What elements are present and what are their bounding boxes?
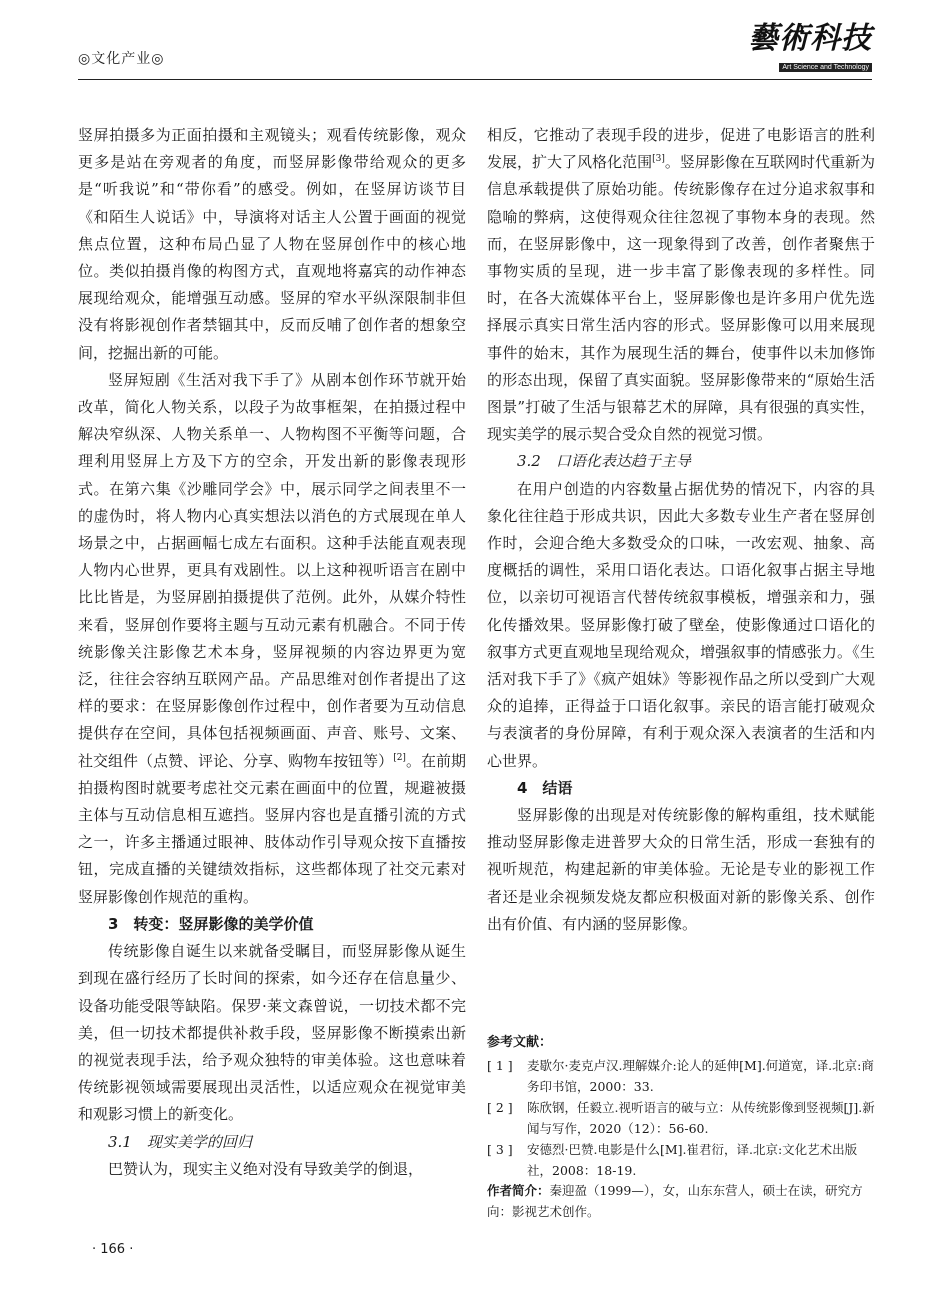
right-column (487, 122, 875, 938)
section-heading: 4 结语 (517, 778, 573, 797)
paragraph-text: 。在前期拍摄构图时就要考虑社交元素在画面中的位置，规避被摄主体与互动信息相互遮挡。竖屏内容也是直播引流的方式之一，许多主播通过眼神、肢体动作引导观众按下直播按钮，完成直播的关键绩效指标，这些都体现了社交元素对竖屏影像创作规范的重构。 (78, 751, 466, 906)
author-bio (487, 1180, 875, 1222)
references (487, 1032, 875, 1181)
paragraph: 竖屏影像的出现是对传统影像的解构重组，技术赋能推动竖屏影像走进普罗大众的日常生活，形成一套独有的视听规范，构建起新的审美体验。无论是专业的影视工作者还是业余视频发烧友都应积极面对新的影像关系、创作出有价值、有内涵的竖屏影像。 (487, 806, 875, 933)
reference-text: 麦歇尔·麦克卢汉.理解媒介:论人的延伸[M].何道宽，译.北京:商务印书馆，2000：33. (527, 1058, 874, 1094)
author-bio-label: 作者简介： (487, 1183, 550, 1198)
reference-item (487, 1097, 875, 1139)
paragraph: 在用户创造的内容数量占据优势的情况下，内容的具象化往往趋于形成共识，因此大多数专业生产者在竖屏创作时，会迎合绝大多数受众的口味，一改宏观、抽象、高度概括的调性，采用口语化表达。口语化叙事占据主导地位，以亲切可视语言代替传统叙事模板，增强亲和力，强化传播效果。竖屏影像打破了壁垒，使影像通过口语化的叙事方式更直观地呈现给观众，增强叙事的情感张力。《生活对我下手了》《疯产姐妹》等影视作品之所以受到广大观众的追捧，正得益于口语化叙事。亲民的语言能打破观众与表演者的身份屏障，有利于观众深入表演者的生活和内心世界。 (487, 479, 875, 770)
reference-text: 安德烈·巴赞.电影是什么[M].崔君衍，译.北京:文化艺术出版社，2008：18-19. (527, 1142, 858, 1178)
reference-text: 陈欣钢，任毅立.视听语言的破与立：从传统影像到竖视频[J].新闻与写作，2020（12）：56-60. (527, 1100, 875, 1136)
citation-ref: [3] (652, 154, 665, 165)
reference-number: [ 2 ] (487, 1100, 513, 1115)
author-bio-text: 秦迎盈（1999—），女，山东东营人，硕士在读，研究方向：影视艺术创作。 (487, 1183, 863, 1219)
reference-number: [ 3 ] (487, 1142, 513, 1157)
paragraph-text: 。竖屏影像在互联网时代重新为信息承载提供了原始功能。传统影像存在过分追求叙事和隐喻的弊病，这使得观众往往忽视了事物本身的表现。然而，在竖屏影像中，这一现象得到了改善，创作者聚焦于事物实质的呈现，进一步丰富了影像表现的多样性。同时，在各大流媒体平台上，竖屏影像也是许多用户优先选择展示真实日常生活内容的形式。竖屏影像可以用来展现事件的始末，其作为展现生活的舞台，使事件以未加修饰的形态出现，保留了真实面貌。竖屏影像带来的“原始生活图景”打破了生活与银幕艺术的屏障，具有很强的真实性，现实美学的展示契合受众自然的视觉习惯。 (487, 153, 875, 444)
reference-number: [ 1 ] (487, 1058, 513, 1073)
section-label: ◎文化产业◎ (78, 51, 165, 67)
paragraph (78, 367, 466, 911)
journal-logo-chinese: 藝術科技 (748, 21, 872, 56)
header-divider (78, 79, 872, 80)
subsection-heading: 3.1 现实美学的回归 (108, 1132, 252, 1151)
citation-ref: [2] (393, 752, 406, 763)
paragraph-text: 相反，它推动了表现手段的进步，促进了电影语言的胜利发展，扩大了风格化范围 (487, 126, 875, 172)
page-number: · 166 · (92, 1242, 134, 1257)
paragraph-text: 竖屏短剧《生活对我下手了》从剧本创作环节就开始改革，简化人物关系，以段子为故事框架，在拍摄过程中解决窄纵深、人物关系单一、人物构图不平衡等问题，合理利用竖屏上方及下方的空余，开发出新的影像表现形式。在第六集《沙雕同学会》中，展示同学之间表里不一的虚伪时，将人物内心真实想法以消色的方式展现在单人场景之中，占据画幅七成左右面积。这种手法能直观表现人物内心世界，更具有戏剧性。以上这种视听语言在剧中比比皆是，为竖屏剧拍摄提供了范例。此外，从媒介特性来看，竖屏创作要将主题与互动元素有机融合。不同于传统影像关注影像艺术本身，竖屏视频的内容边界更为宽泛，往往会容纳互联网产品。产品思维对创作者提出了这样的要求：在竖屏影像创作过程中，创作者要为互动信息提供存在空间，具体包括视频画面、声音、账号、文案、社交组件（点赞、评论、分享、购物车按钮等） (78, 370, 466, 770)
references-title: 参考文献： (487, 1035, 553, 1050)
paragraph: 传统影像自诞生以来就备受瞩目，而竖屏影像从诞生到现在盛行经历了长时间的探索，如今还存在信息量少、设备功能受限等缺陷。保罗·莱文森曾说，一切技术都不完美，但一切技术都提供补救手段，竖屏影像不断摸索出新的视觉表现手法，给予观众独特的审美体验。这也意味着传统影视领域需要展现出灵活性，以适应观众在视觉审美和观影习惯上的新变化。 (78, 942, 466, 1124)
left-column (78, 122, 466, 1183)
paragraph (487, 122, 875, 448)
reference-item (487, 1139, 875, 1181)
section-heading: 3 转变：竖屏影像的美学价值 (108, 914, 314, 933)
journal-logo (748, 22, 872, 74)
journal-logo-english: Art Science and Technology (779, 63, 872, 72)
paragraph: 竖屏拍摄多为正面拍摄和主观镜头；观看传统影像，观众更多是站在旁观者的角度，而竖屏影像带给观众的更多是“听我说”和“带你看”的感受。例如，在竖屏访谈节目《和陌生人说话》中，导演将对话主人公置于画面的视觉焦点位置，这种布局凸显了人物在竖屏创作中的核心地位。类似拍摄肖像的构图方式，直观地将嘉宾的动作神态展现给观众，能增强互动感。竖屏的窄水平纵深限制非但没有将影视创作者禁锢其中，反而反哺了创作者的想象空间，挖掘出新的可能。 (78, 126, 466, 362)
paragraph: 巴赞认为，现实主义绝对没有导致美学的倒退， (108, 1159, 424, 1178)
reference-item (487, 1055, 875, 1097)
subsection-heading: 3.2 口语化表达趋于主导 (517, 452, 691, 471)
